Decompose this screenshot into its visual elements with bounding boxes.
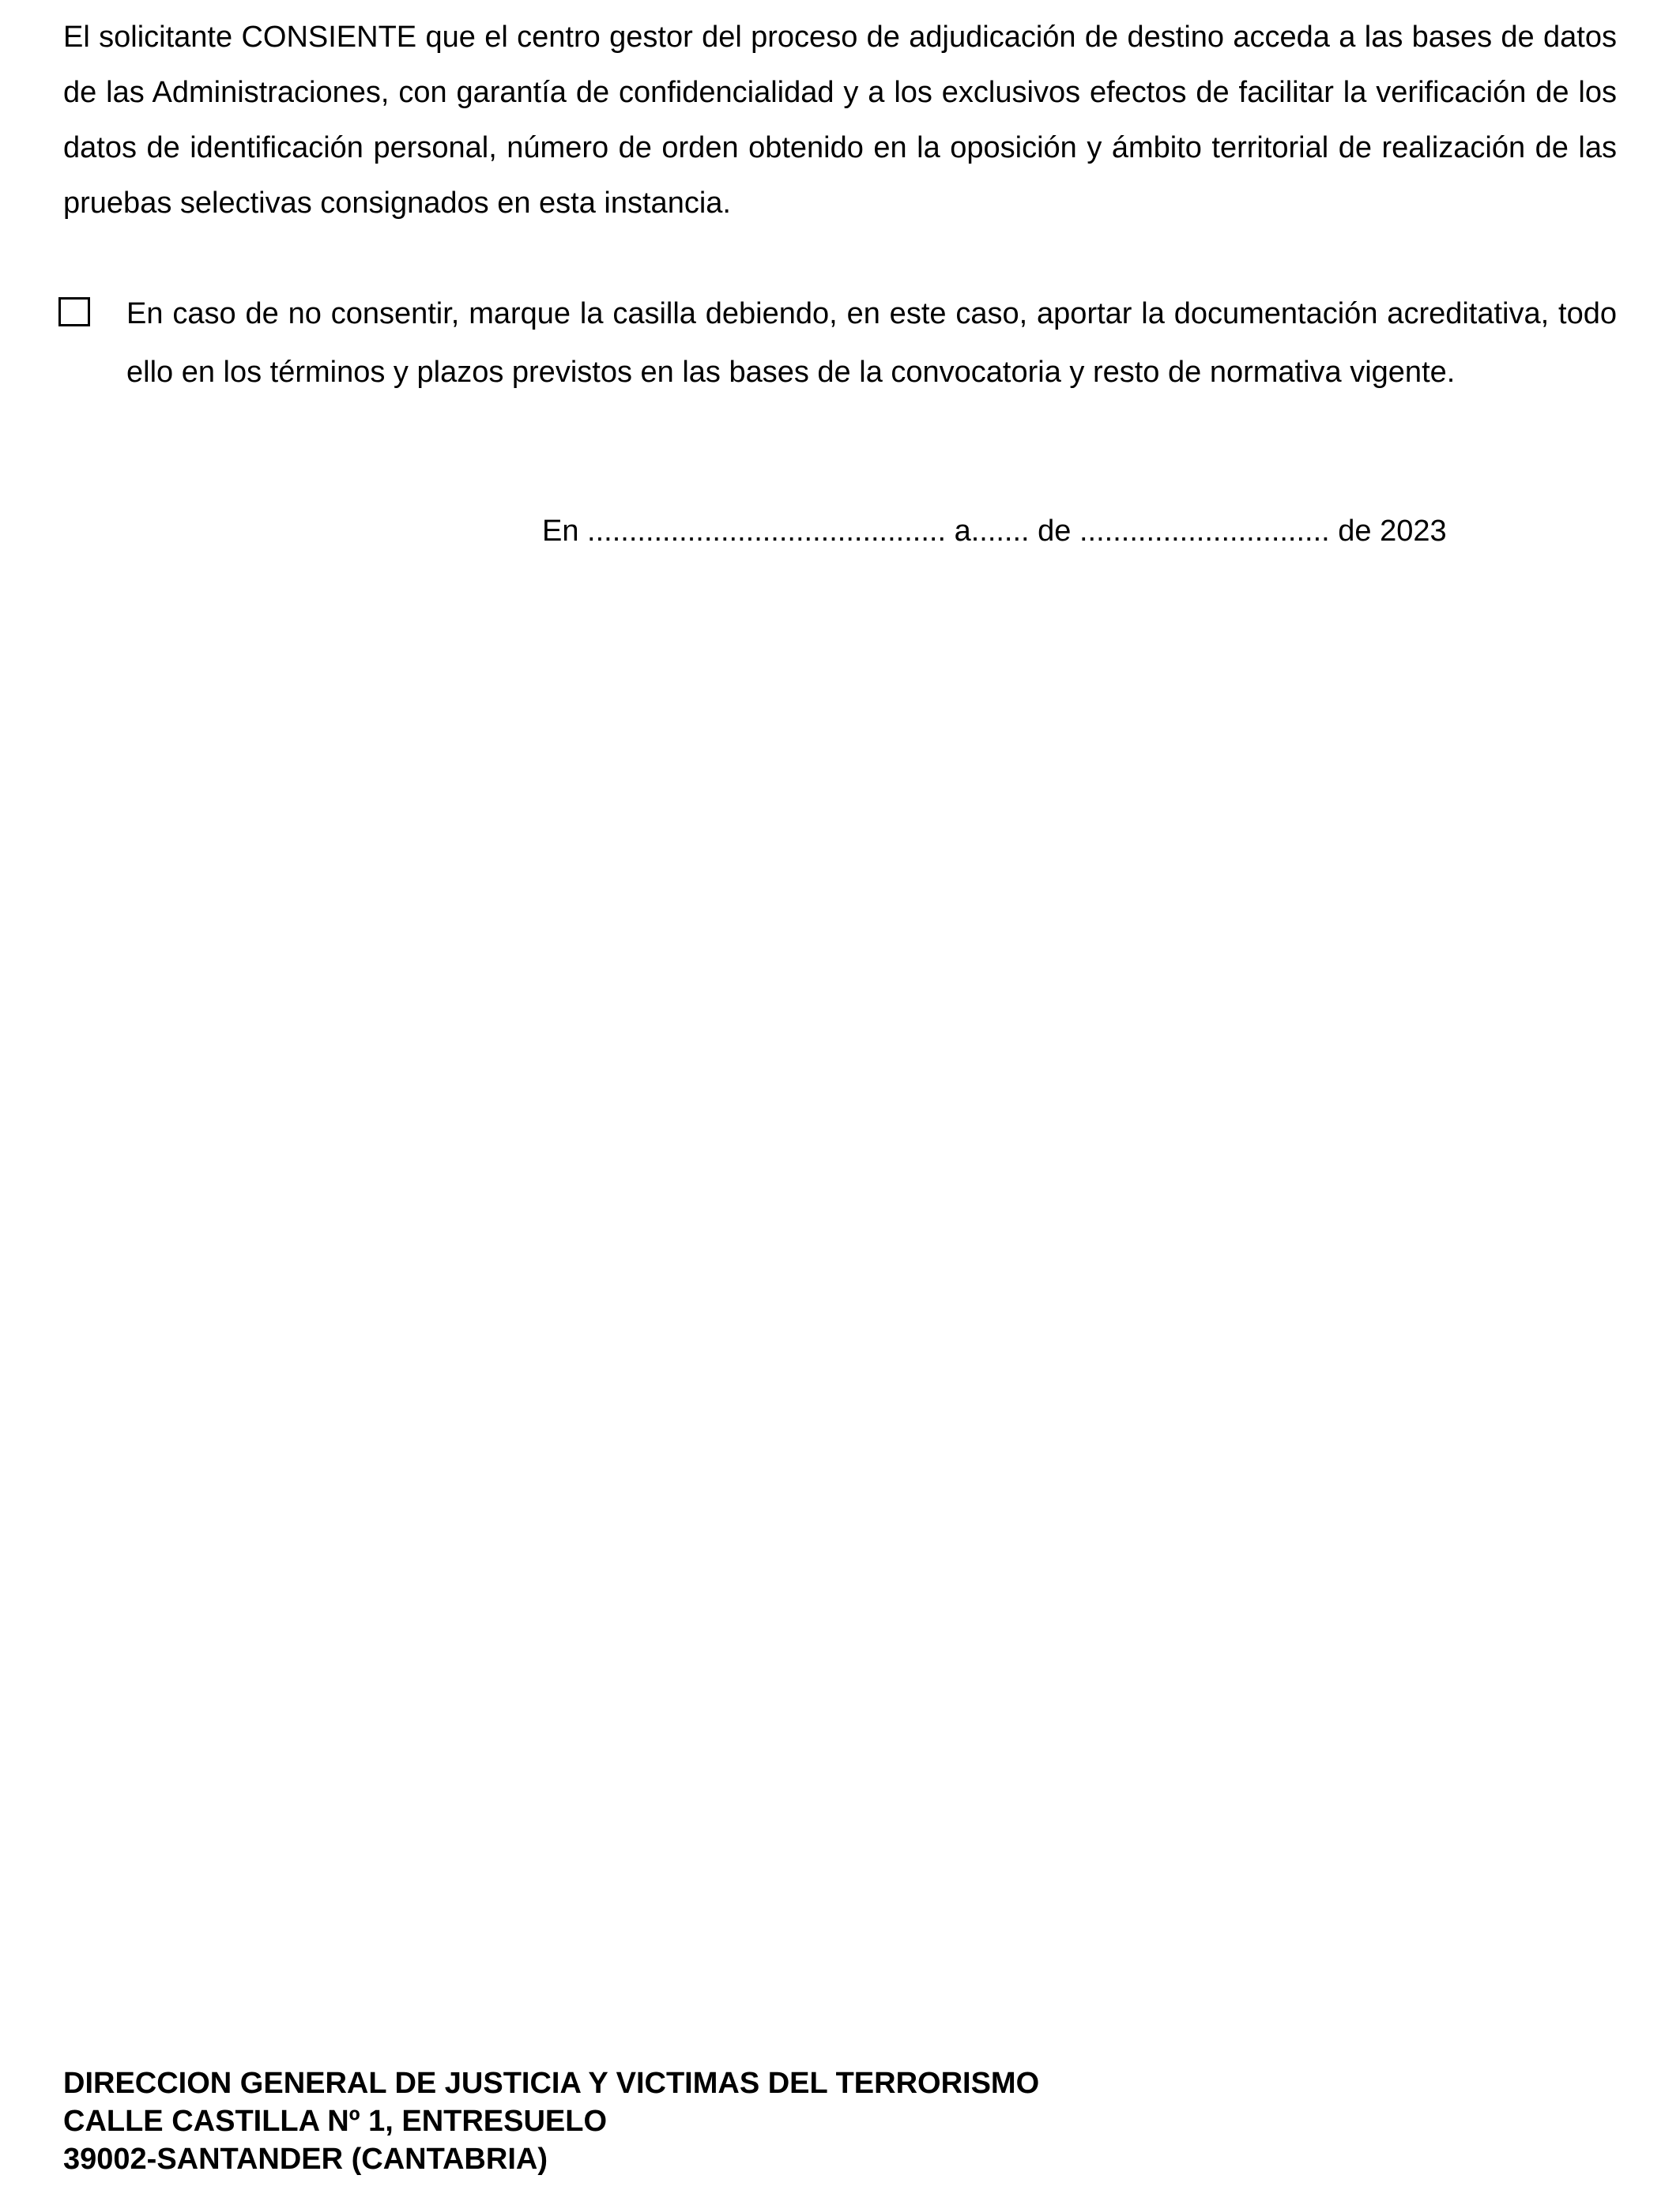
no-consent-checkbox[interactable] bbox=[58, 297, 90, 326]
no-consent-text: En caso de no consentir, marque la casilla debiendo, en este caso, aportar la documentación acreditativa, todo ello en los términos y plazos previstos en las bases de la convocatoria y resto de normativa vigente. bbox=[126, 297, 1617, 389]
consent-paragraph: El solicitante CONSIENTE que el centro gestor del proceso de adjudicación de destino acceda a las bases de datos de las Administraciones, con garantía de confidencialidad y a los exclusivos efectos de facilitar la verificación de los datos de identificación personal, número de orden obtenido en la oposición y ámbito territorial de realización de las pruebas selectivas consignados en esta instancia. bbox=[63, 21, 1617, 220]
place-date-line: En ........................................... a....... de .............................. de 2023 bbox=[542, 515, 1447, 548]
footer-city: 39002-SANTANDER (CANTABRIA) bbox=[63, 2143, 548, 2176]
footer-street: CALLE CASTILLA Nº 1, ENTRESUELO bbox=[63, 2105, 608, 2138]
footer-department: DIRECCION GENERAL DE JUSTICIA Y VICTIMAS DEL TERRORISMO bbox=[63, 2067, 1040, 2100]
footer-address bbox=[63, 2064, 1039, 2178]
